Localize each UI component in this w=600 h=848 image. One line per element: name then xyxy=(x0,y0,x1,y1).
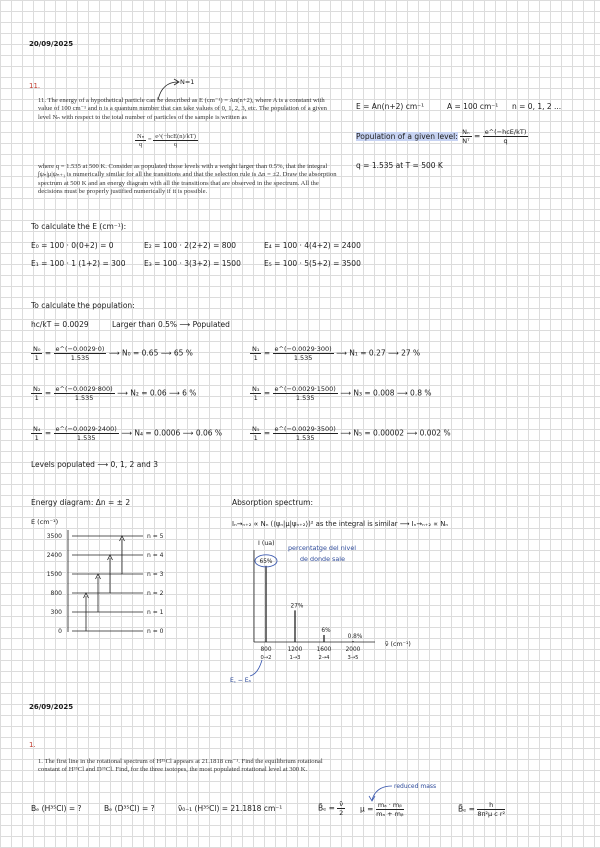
be-from-nu-formula: B̃ₑ = $\frac{\nũ}{2}$ xyxy=(318,800,344,817)
intensity-relation: Iₙ→ₙ₊₂ ∝ Nₙ (⟨ψₙ|μ|ψₙ₊₂⟩)² as the integral is similar ⟶ Iₙ→ₙ₊₂ ∝ Nₙ xyxy=(232,520,449,528)
problem11-formula: $\frac{\text{Nₙ}}{q}$ = $\frac{\text{e\textasciicircum{}(−hcE(n)/kT)}}{q}$ xyxy=(137,132,196,148)
energy-level-label: n = 2 xyxy=(147,590,164,597)
spectrum-bar-label: 6% xyxy=(321,627,331,634)
energy-level-value: 3500 xyxy=(46,533,62,540)
energy-e1: E₁ = 100 · 1 (1+2) = 300 xyxy=(31,259,126,268)
problem11-para1: 11. The energy of a hypothetical particle can be described as E (cm⁻¹) = An(n+2), where A is a constant with value of 100 cm⁻¹ and n is a quantum number that can take values of 0, 1, 2, 3, etc. The population of a given level Nₙ with respect to the total number of particles of the sample is written as xyxy=(38,97,327,121)
energy-level-label: n = 4 xyxy=(147,552,164,559)
q-value: q = 1.535 at T = 500 K xyxy=(356,161,443,170)
spectrum-tick-label: 800 xyxy=(260,647,272,653)
date-header-2: 26/09/2025 xyxy=(29,703,74,711)
energy-level-value: 0 xyxy=(58,628,62,635)
be-hcl: Bₑ (H³⁵Cl) = ? xyxy=(31,804,82,813)
energy-level-diagram xyxy=(28,528,178,638)
energy-e2: E₂ = 100 · 2(2+2) = 800 xyxy=(144,241,237,250)
spectrum-tick-label: 1200 xyxy=(287,647,303,653)
spectrum-x-label: ν̃ (cm⁻¹) xyxy=(385,641,411,648)
problem11-para2: where q = 1.535 at 500 K. Consider as populated those levels with a weight larger than 0.5%, that the integral ∫ψₙ|μ|ψₙ₊₁ is numerically similar for all the transitions and that the selection rule is Δn = ±2. Draw the absorption spectrum at 500 K and an energy diagram with all the transitions that are observed in the spectrum. All the decisions must be properly justified numerically if it is possible. xyxy=(38,163,337,196)
be-dcl: Bₑ (D³⁵Cl) = ? xyxy=(104,804,155,813)
energy-difference-label: E꜀ − Eₐ xyxy=(230,677,251,684)
spectrum-tick-label: 1600 xyxy=(316,647,332,653)
reduced-mass-formula: μ = $\frac{\text{mₐ · mᵦ}}{\text{mₐ + mᵦ}}$ xyxy=(360,801,404,818)
population-conclusion: Levels populated ⟶ 0, 1, 2 and 3 xyxy=(31,460,158,469)
spectrum-transition-label: 2→4 xyxy=(318,655,330,661)
population-criterion: Larger than 0.5% ⟶ Populated xyxy=(112,320,230,329)
annotation-n1: N=1 xyxy=(180,78,195,86)
date-header: 20/09/2025 xyxy=(29,40,74,48)
energies-heading: To calculate the E (cm⁻¹): xyxy=(31,222,127,231)
energy-level-value: 800 xyxy=(50,590,62,597)
energy-level-label: n = 1 xyxy=(147,609,164,616)
population-row-n2: $\frac{\text{N₂}}{1}$ = $\frac{e\^{}(-0.0029\cdot 800)}{1.535}$ ⟶ N₂ = 0.06 ⟶ 6 % xyxy=(33,385,197,402)
population-row-n5: $\frac{\text{N₅}}{1}$ = $\frac{e\^{}(-0.0029\cdot 3500)}{1.535}$ ⟶ N₅ = 0.00002 ⟶ 0.002 % xyxy=(252,425,451,442)
energy-level-value: 300 xyxy=(50,609,62,616)
spectrum-y-label: I (ua) xyxy=(258,540,275,547)
population-formula: Population of a given level: $\frac{\text{Nₙ}}{\text{Nᵀ}}$ = $\frac{\text{e\textasciicircum{}(−hcE/kT)}}{q}$ xyxy=(356,128,527,145)
absorption-heading: Absorption spectrum: xyxy=(232,498,313,507)
energy-level-value: 2400 xyxy=(46,552,62,559)
energy-level-value: 1500 xyxy=(46,571,62,578)
spectrum-transition-label: 3→5 xyxy=(347,655,359,661)
spectrum-tick-label: 2000 xyxy=(345,647,361,653)
problem-number: 11. xyxy=(29,82,41,90)
percentage-note-1: percentatge del nivel xyxy=(288,544,357,552)
n-values: n = 0, 1, 2 ... xyxy=(512,102,562,111)
spectrum-bar-label: 27% xyxy=(290,603,304,610)
energy-level-label: n = 3 xyxy=(147,571,164,578)
problem1-text: 1. The first line in the rotational spectrum of H³⁵Cl appears at 21.1818 cm⁻¹. Find the equilibrium rotational constant of H³⁵Cl and D³⁵Cl. Find, for the three isotopes, the most populated rotational level at 300 K. xyxy=(38,758,323,774)
population-row-n1: $\frac{\text{N₁}}{1}$ = $\frac{e\^{}(-0.0029\cdot 300)}{1.535}$ ⟶ N₁ = 0.27 ⟶ 27 % xyxy=(252,345,421,362)
energy-axis-label: E (cm⁻¹) xyxy=(31,518,59,526)
energy-e0: E₀ = 100 · 0(0+2) = 0 xyxy=(31,241,114,250)
percentage-note-2: de donde sale xyxy=(300,555,346,563)
population-row-n0: $\frac{\text{N₀}}{1}$ = $\frac{e\^{}(-0.0029\cdot 0)}{1.535}$ ⟶ N₀ = 0.65 ⟶ 65 % xyxy=(33,345,193,362)
reduced-mass-note: reduced mass xyxy=(394,783,437,790)
spectrum-transition-label: 1→3 xyxy=(289,655,301,661)
energy-level-label: n = 0 xyxy=(147,628,164,635)
energy-equation: E = An(n+2) cm⁻¹ xyxy=(356,102,425,111)
hckt-value: hc/kT = 0.0029 xyxy=(31,320,89,329)
spectrum-bar-label: 0.8% xyxy=(347,634,363,641)
energy-diagram-heading: Energy diagram: Δn = ± 2 xyxy=(31,498,131,507)
energy-level-label: n = 5 xyxy=(147,533,164,540)
energy-e4: E₄ = 100 · 4(4+2) = 2400 xyxy=(264,241,361,250)
a-constant: A = 100 cm⁻¹ xyxy=(447,102,499,111)
energy-e5: E₅ = 100 · 5(5+2) = 3500 xyxy=(264,259,361,268)
rotational-constant-formula: B̃ₑ = $\frac{h}{\text{8π²μ c r²}}$ xyxy=(458,801,506,818)
spectrum-transition-label: 0→2 xyxy=(260,655,272,661)
population-row-n4: $\frac{\text{N₄}}{1}$ = $\frac{e\^{}(-0.0029\cdot 2400)}{1.535}$ ⟶ N₄ = 0.0006 ⟶ 0.06 % xyxy=(33,425,223,442)
population-heading: To calculate the population: xyxy=(31,301,135,310)
spectrum-bar-label: 65% xyxy=(259,558,273,565)
energy-e3: E₃ = 100 · 3(3+2) = 1500 xyxy=(144,259,241,268)
first-line-frequency: ν̃₀₋₁ (H³⁵Cl) = 21.1818 cm⁻¹ xyxy=(178,804,283,813)
population-row-n3: $\frac{\text{N₃}}{1}$ = $\frac{e\^{}(-0.0029\cdot 1500)}{1.535}$ ⟶ N₃ = 0.008 ⟶ 0.8 % xyxy=(252,385,432,402)
problem1-number: 1. xyxy=(29,741,36,749)
absorption-spectrum-chart xyxy=(240,550,415,670)
